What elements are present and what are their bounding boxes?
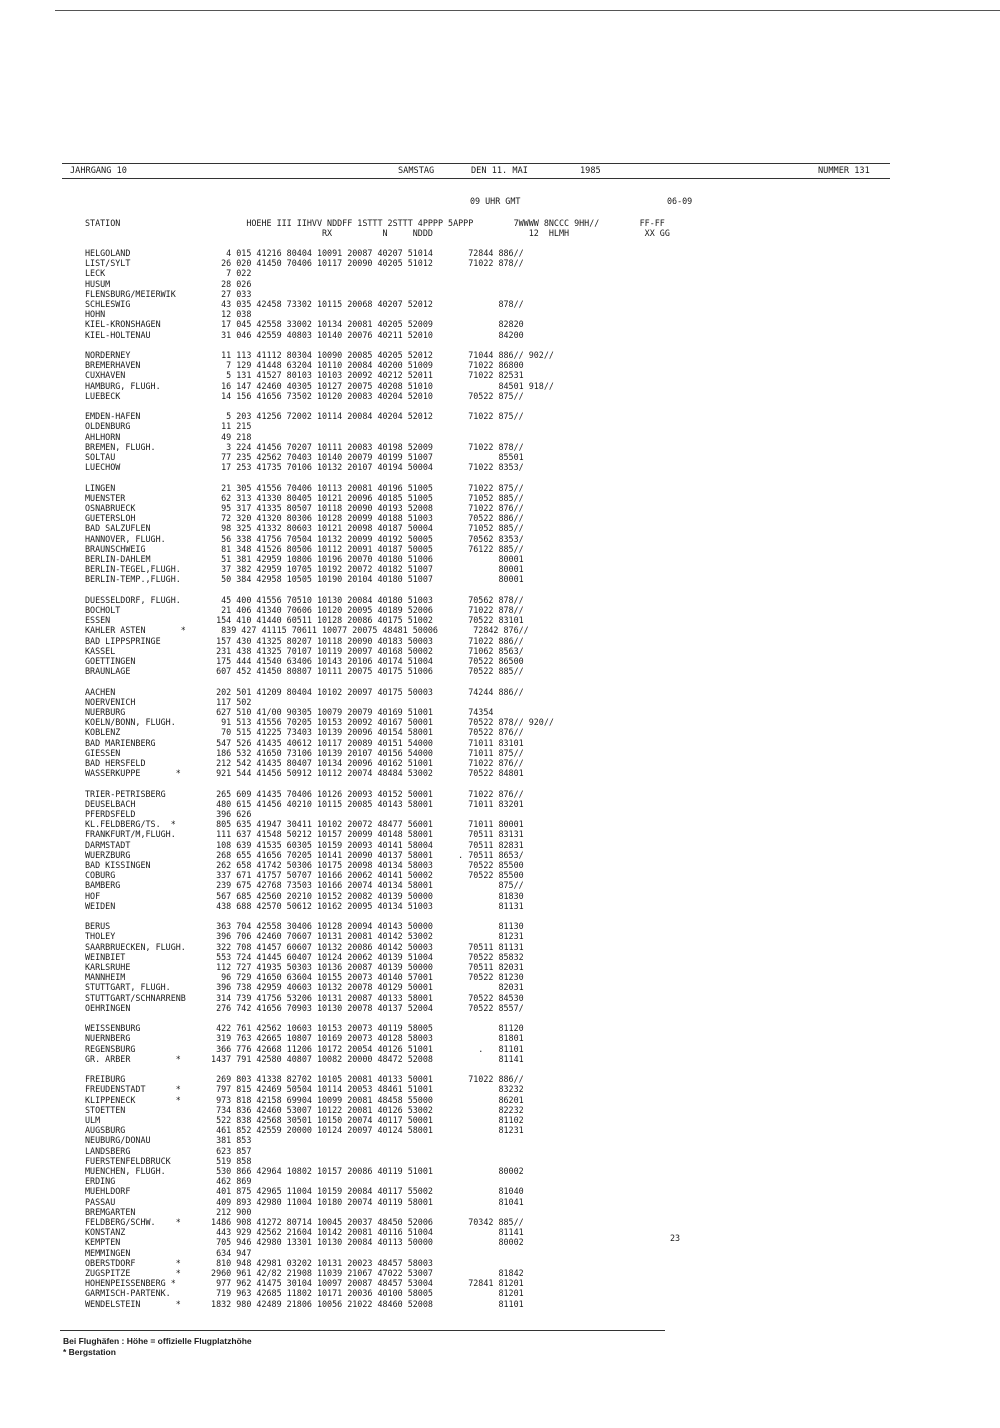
table-row: BERUS 363 704 42558 30406 10128 20094 40143 50000 81130 (85, 921, 524, 932)
table-row: HOHN 12 038 (85, 309, 252, 320)
time-label: 09 UHR GMT (470, 196, 521, 206)
table-row: BERLIN-DAHLEM 51 381 42959 10806 10196 20070 40180 51006 80001 (85, 554, 524, 564)
table-row: STUTTGART/SCHNARRENB 314 739 41756 53206 10131 20087 40133 58001 70522 84530 (85, 992, 524, 1003)
table-row: STOETTEN 734 836 42460 53007 10122 20081 40126 53002 82232 (85, 1104, 524, 1115)
table-row: TRIER-PETRISBERG 265 609 41435 70406 10126 20093 40152 50001 71022 876// (85, 788, 524, 799)
table-row: WEIDEN 438 688 42570 50612 10162 20095 40134 51003 81131 (85, 900, 524, 911)
table-row: KARLSRUHE 112 727 41935 50303 10136 20087 40139 50000 70511 82031 (85, 962, 524, 972)
table-row: HUSUM 28 026 (85, 278, 252, 289)
year-label: 1985 (580, 166, 601, 176)
table-row: NEUBURG/DONAU 381 853 (85, 1135, 252, 1146)
table-row: GOETTINGEN 175 444 41540 63406 10143 20106 40174 51004 70522 86500 (85, 656, 524, 666)
table-row: KIEL-KRONSHAGEN 17 045 42558 33002 10134 20081 40205 52009 82820 (85, 319, 524, 330)
column-header-row-1: STATION HOEHE III IIHVV NDDFF 1STTT 2STTT 4PPPP 5APPP 7WWWW 8NCCC 9HH// FF-FF (85, 218, 665, 228)
table-row: HOF 567 685 42560 20210 10152 20082 40139 50000 81830 (85, 890, 524, 901)
table-row: STUTTGART, FLUGH. 396 738 42959 40603 10132 20078 40129 50001 82031 (85, 982, 524, 993)
page-note: 23 (670, 1233, 681, 1243)
table-row: HELGOLAND 4 015 41216 80404 10091 20087 40207 51014 72844 886// (85, 248, 524, 258)
table-row: WUERZBURG 268 655 41656 70205 10141 20090 40137 58001 . 70511 8653/ (85, 849, 524, 860)
table-row: KASSEL 231 438 41325 70107 10119 20097 40168 50002 71062 8563/ (85, 645, 524, 656)
table-row: WEINBIET 553 724 41445 60407 10124 20062 40139 51004 70522 85832 (85, 951, 524, 962)
table-row: AUGSBURG 461 852 42559 20000 10124 20097 40124 58001 81231 (85, 1125, 524, 1136)
weekday-label: SAMSTAG (398, 166, 435, 176)
table-row: EMDEN-HAFEN 5 203 41256 72002 10114 20084 40204 52012 71022 875// (85, 411, 524, 422)
table-row: MUENCHEN, FLUGH. 530 866 42964 10802 10157 20086 40119 51001 80002 (85, 1166, 524, 1176)
table-row: NORDERNEY 11 113 41112 80304 10090 20085 40205 52012 71044 886// 902// (85, 350, 554, 360)
table-row: KOBLENZ 70 515 41225 73403 10139 20096 40154 58001 70522 876// (85, 727, 524, 738)
table-row: MUEHLDORF 401 875 42965 11004 10159 20084 40117 55002 81040 (85, 1186, 524, 1197)
table-row: OLDENBURG 11 215 (85, 421, 252, 432)
table-row: BAMBERG 239 675 42768 73503 10166 20074 40134 58001 875// (85, 880, 524, 891)
table-row: BAD MARIENBERG 547 526 41435 40612 10117 20089 40151 54000 71011 83101 (85, 737, 524, 748)
table-row: CUXHAVEN 5 131 41527 80103 10103 20092 40212 52011 71022 82531 (85, 370, 524, 381)
table-row: BAD KISSINGEN 262 658 41742 50306 10175 20098 40134 58003 70522 85500 (85, 860, 524, 870)
top-edge-line (55, 10, 1000, 11)
table-row: BAD SALZUFLEN 98 325 41332 80603 10121 20098 40187 50004 71052 885// (85, 523, 524, 534)
table-row: MUENSTER 62 313 41330 80405 10121 20096 40185 51005 71052 885// (85, 492, 524, 503)
table-row: BAD HERSFELD 212 542 41435 80407 10134 20096 40162 51001 71022 876// (85, 758, 524, 768)
table-row: BRAUNLAGE 607 452 41450 80807 10111 20075 40175 51006 70522 885// (85, 666, 524, 677)
table-row: PFERDSFELD 396 626 (85, 809, 252, 819)
table-row: KIEL-HOLTENAU 31 046 42559 40803 10140 20076 40211 52010 84200 (85, 329, 524, 340)
jahrgang-label: JAHRGANG 10 (70, 166, 127, 176)
table-row: THOLEY 396 706 42460 70607 10131 20081 40142 53002 81231 (85, 931, 524, 942)
table-row: OSNABRUECK 95 317 41335 80507 10118 20090 40193 52008 71022 876// (85, 503, 524, 513)
table-row: AHLHORN 49 218 (85, 431, 252, 442)
table-row: LECK 7 022 (85, 268, 252, 279)
table-row: DARMSTADT 108 639 41535 60305 10159 20093 40141 58004 70511 82831 (85, 839, 524, 850)
table-row: ULM 522 838 42568 30501 10150 20074 40117 50001 81102 (85, 1115, 524, 1125)
table-row: COBURG 337 671 41757 50707 10166 20062 40141 50002 70522 85500 (85, 870, 524, 881)
table-row: FUERSTENFELDBRUCK 519 858 (85, 1155, 252, 1166)
table-row: WEISSENBURG 422 761 42562 10603 10153 20073 40119 58005 81120 (85, 1023, 524, 1034)
period-label: 06-09 (667, 196, 693, 206)
table-row: KLIPPENECK * 973 818 42158 69904 10099 20081 48458 55000 86201 (85, 1094, 524, 1105)
table-row: LUEBECK 14 156 41656 73502 10120 20083 40204 52010 70522 875// (85, 390, 524, 401)
table-row: SOLTAU 77 235 42562 70403 10140 20079 40199 51007 85501 (85, 452, 524, 462)
table-row: FELDBERG/SCHW. * 1486 908 41272 80714 10045 20037 48450 52006 70342 885// (85, 1217, 524, 1227)
table-row: DEUSELBACH 480 615 41456 40210 10115 20085 40143 58001 71011 83201 (85, 798, 524, 809)
table-row: DUESSELDORF, FLUGH. 45 400 41556 70510 10130 20084 40180 51003 70562 878// (85, 594, 524, 605)
table-row: BREMGARTEN 212 900 (85, 1206, 252, 1217)
table-row: KEMPTEN 705 946 42980 13301 10130 20084 40113 50000 80002 (85, 1237, 524, 1248)
table-row: SAARBRUECKEN, FLUGH. 322 708 41457 60607 10132 20086 40142 50003 70511 81131 (85, 941, 524, 952)
table-row: OEHRINGEN 276 742 41656 70903 10130 20078 40137 52004 70522 8557/ (85, 1002, 524, 1013)
table-row: FREUDENSTADT * 797 815 42469 50504 10114 20053 48461 51001 83232 (85, 1084, 524, 1095)
table-row: NUERNBERG 319 763 42665 10807 10169 20073 40128 58003 81801 (85, 1033, 524, 1044)
table-row: BAD LIPPSPRINGE 157 430 41325 80207 10118 20090 40183 50003 71022 886// (85, 635, 524, 646)
table-row: KL.FELDBERG/TS. * 805 635 41947 30411 10102 20072 48477 56001 71011 80001 (85, 819, 524, 830)
table-row: GIESSEN 186 532 41650 73106 10139 20107 40156 54000 71011 875// (85, 747, 524, 758)
table-row: PASSAU 409 893 42980 11004 10180 20074 40119 58001 81041 (85, 1196, 524, 1207)
issue-number: NUMMER 131 (818, 166, 870, 176)
table-row: HAMBURG, FLUGH. 16 147 42460 40305 10127 20075 40208 51010 84501 918// (85, 380, 554, 391)
date-label: DEN 11. MAI (471, 166, 528, 176)
table-row: ERDING 462 869 (85, 1176, 252, 1187)
table-row: FRANKFURT/M,FLUGH. 111 637 41548 50212 10157 20099 40148 58001 70511 83131 (85, 829, 524, 840)
table-row: MEMMINGEN 634 947 (85, 1247, 252, 1258)
table-row: KOELN/BONN, FLUGH. 91 513 41556 70205 10153 20092 40167 50001 70522 878// 920// (85, 717, 554, 728)
table-row: LUECHOW 17 253 41735 70106 10132 20107 40194 50004 71022 8353/ (85, 462, 524, 473)
footnote-airport-height: Bei Flughäfen : Höhe = offizielle Flugplatzhöhe (63, 1336, 252, 1346)
table-row: WASSERKUPPE * 921 544 41456 50912 10112 20074 48484 53002 70522 84801 (85, 768, 524, 779)
table-row: LIST/SYLT 26 020 41450 70406 10117 20090 40205 51012 71022 878// (85, 258, 524, 269)
table-row: GARMISCH-PARTENK. 719 963 42685 11802 10171 20036 40100 58005 81201 (85, 1288, 524, 1299)
table-row: AACHEN 202 501 41209 80404 10102 20097 40175 50003 74244 886// (85, 686, 524, 697)
table-row: KONSTANZ 443 929 42562 21604 10142 20081 40116 51004 81141 (85, 1227, 524, 1238)
table-row: ESSEN 154 410 41440 60511 10128 20086 40175 51002 70522 83101 (85, 615, 524, 626)
footnote-mountain-station: * Bergstation (63, 1347, 116, 1357)
table-row: LANDSBERG 623 857 (85, 1145, 252, 1156)
table-row: BREMERHAVEN 7 129 41448 63204 10110 20084 40200 51009 71022 86800 (85, 360, 524, 371)
table-row: GR. ARBER * 1437 791 42580 40807 10082 20000 48472 52008 81141 (85, 1053, 524, 1064)
table-row: NUERBURG 627 510 41/00 90305 10079 20079 40169 51001 74354 (85, 707, 494, 717)
table-row: GUETERSLOH 72 320 41320 80306 10128 20099 40188 51003 70522 886// (85, 513, 524, 524)
table-row: FREIBURG 269 803 41338 82702 10105 20081 40133 50001 71022 886// (85, 1074, 524, 1085)
table-row: BOCHOLT 21 406 41340 70606 10120 20095 40189 52006 71022 878// (85, 605, 524, 615)
table-row: BERLIN-TEGEL,FLUGH. 37 382 42959 10705 10192 20072 40182 51007 80001 (85, 564, 524, 575)
bottom-rule (60, 1330, 665, 1331)
table-row: SCHLESWIG 43 035 42458 73302 10115 20068 40207 52012 878// (85, 299, 524, 309)
table-row: NOERVENICH 117 502 (85, 696, 252, 707)
column-header-row-2: RX N NDDD 12 HLMH XX GG (85, 228, 670, 238)
table-row: KAHLER ASTEN * 839 427 41115 70611 10077 20075 48481 50006 72842 876// (85, 625, 529, 636)
table-row: ZUGSPITZE * 2960 961 42/82 21908 11039 21067 47022 53007 81842 (85, 1268, 524, 1278)
table-row: BERLIN-TEMP.,FLUGH. 50 384 42958 10505 10190 20104 40180 51007 80001 (85, 574, 524, 585)
table-row: OBERSTDORF * 810 948 42981 03202 10131 20023 48457 58003 (85, 1257, 433, 1268)
table-row: MANNHEIM 96 729 41650 63604 10155 20073 40140 57001 70522 81230 (85, 972, 524, 983)
table-row: FLENSBURG/MEIERWIK 27 033 (85, 288, 252, 299)
table-row: WENDELSTEIN * 1832 980 42489 21806 10056 21022 48460 52008 81101 (85, 1298, 524, 1309)
table-row: LINGEN 21 305 41556 70406 10113 20081 40196 51005 71022 875// (85, 482, 524, 493)
table-row: REGENSBURG 366 776 42668 11206 10172 20054 40126 51001 . 81101 (85, 1043, 524, 1054)
table-row: BRAUNSCHWEIG 81 348 41526 80506 10112 20091 40187 50005 76122 885// (85, 543, 524, 554)
table-row: HOHENPEISSENBERG * 977 962 41475 30104 10097 20087 48457 53004 72841 81201 (85, 1278, 524, 1289)
table-row: HANNOVER, FLUGH. 56 338 41756 70504 10132 20099 40192 50005 70562 8353/ (85, 533, 524, 544)
table-row: BREMEN, FLUGH. 3 224 41456 70207 10111 20083 40198 52009 71022 878// (85, 441, 524, 452)
